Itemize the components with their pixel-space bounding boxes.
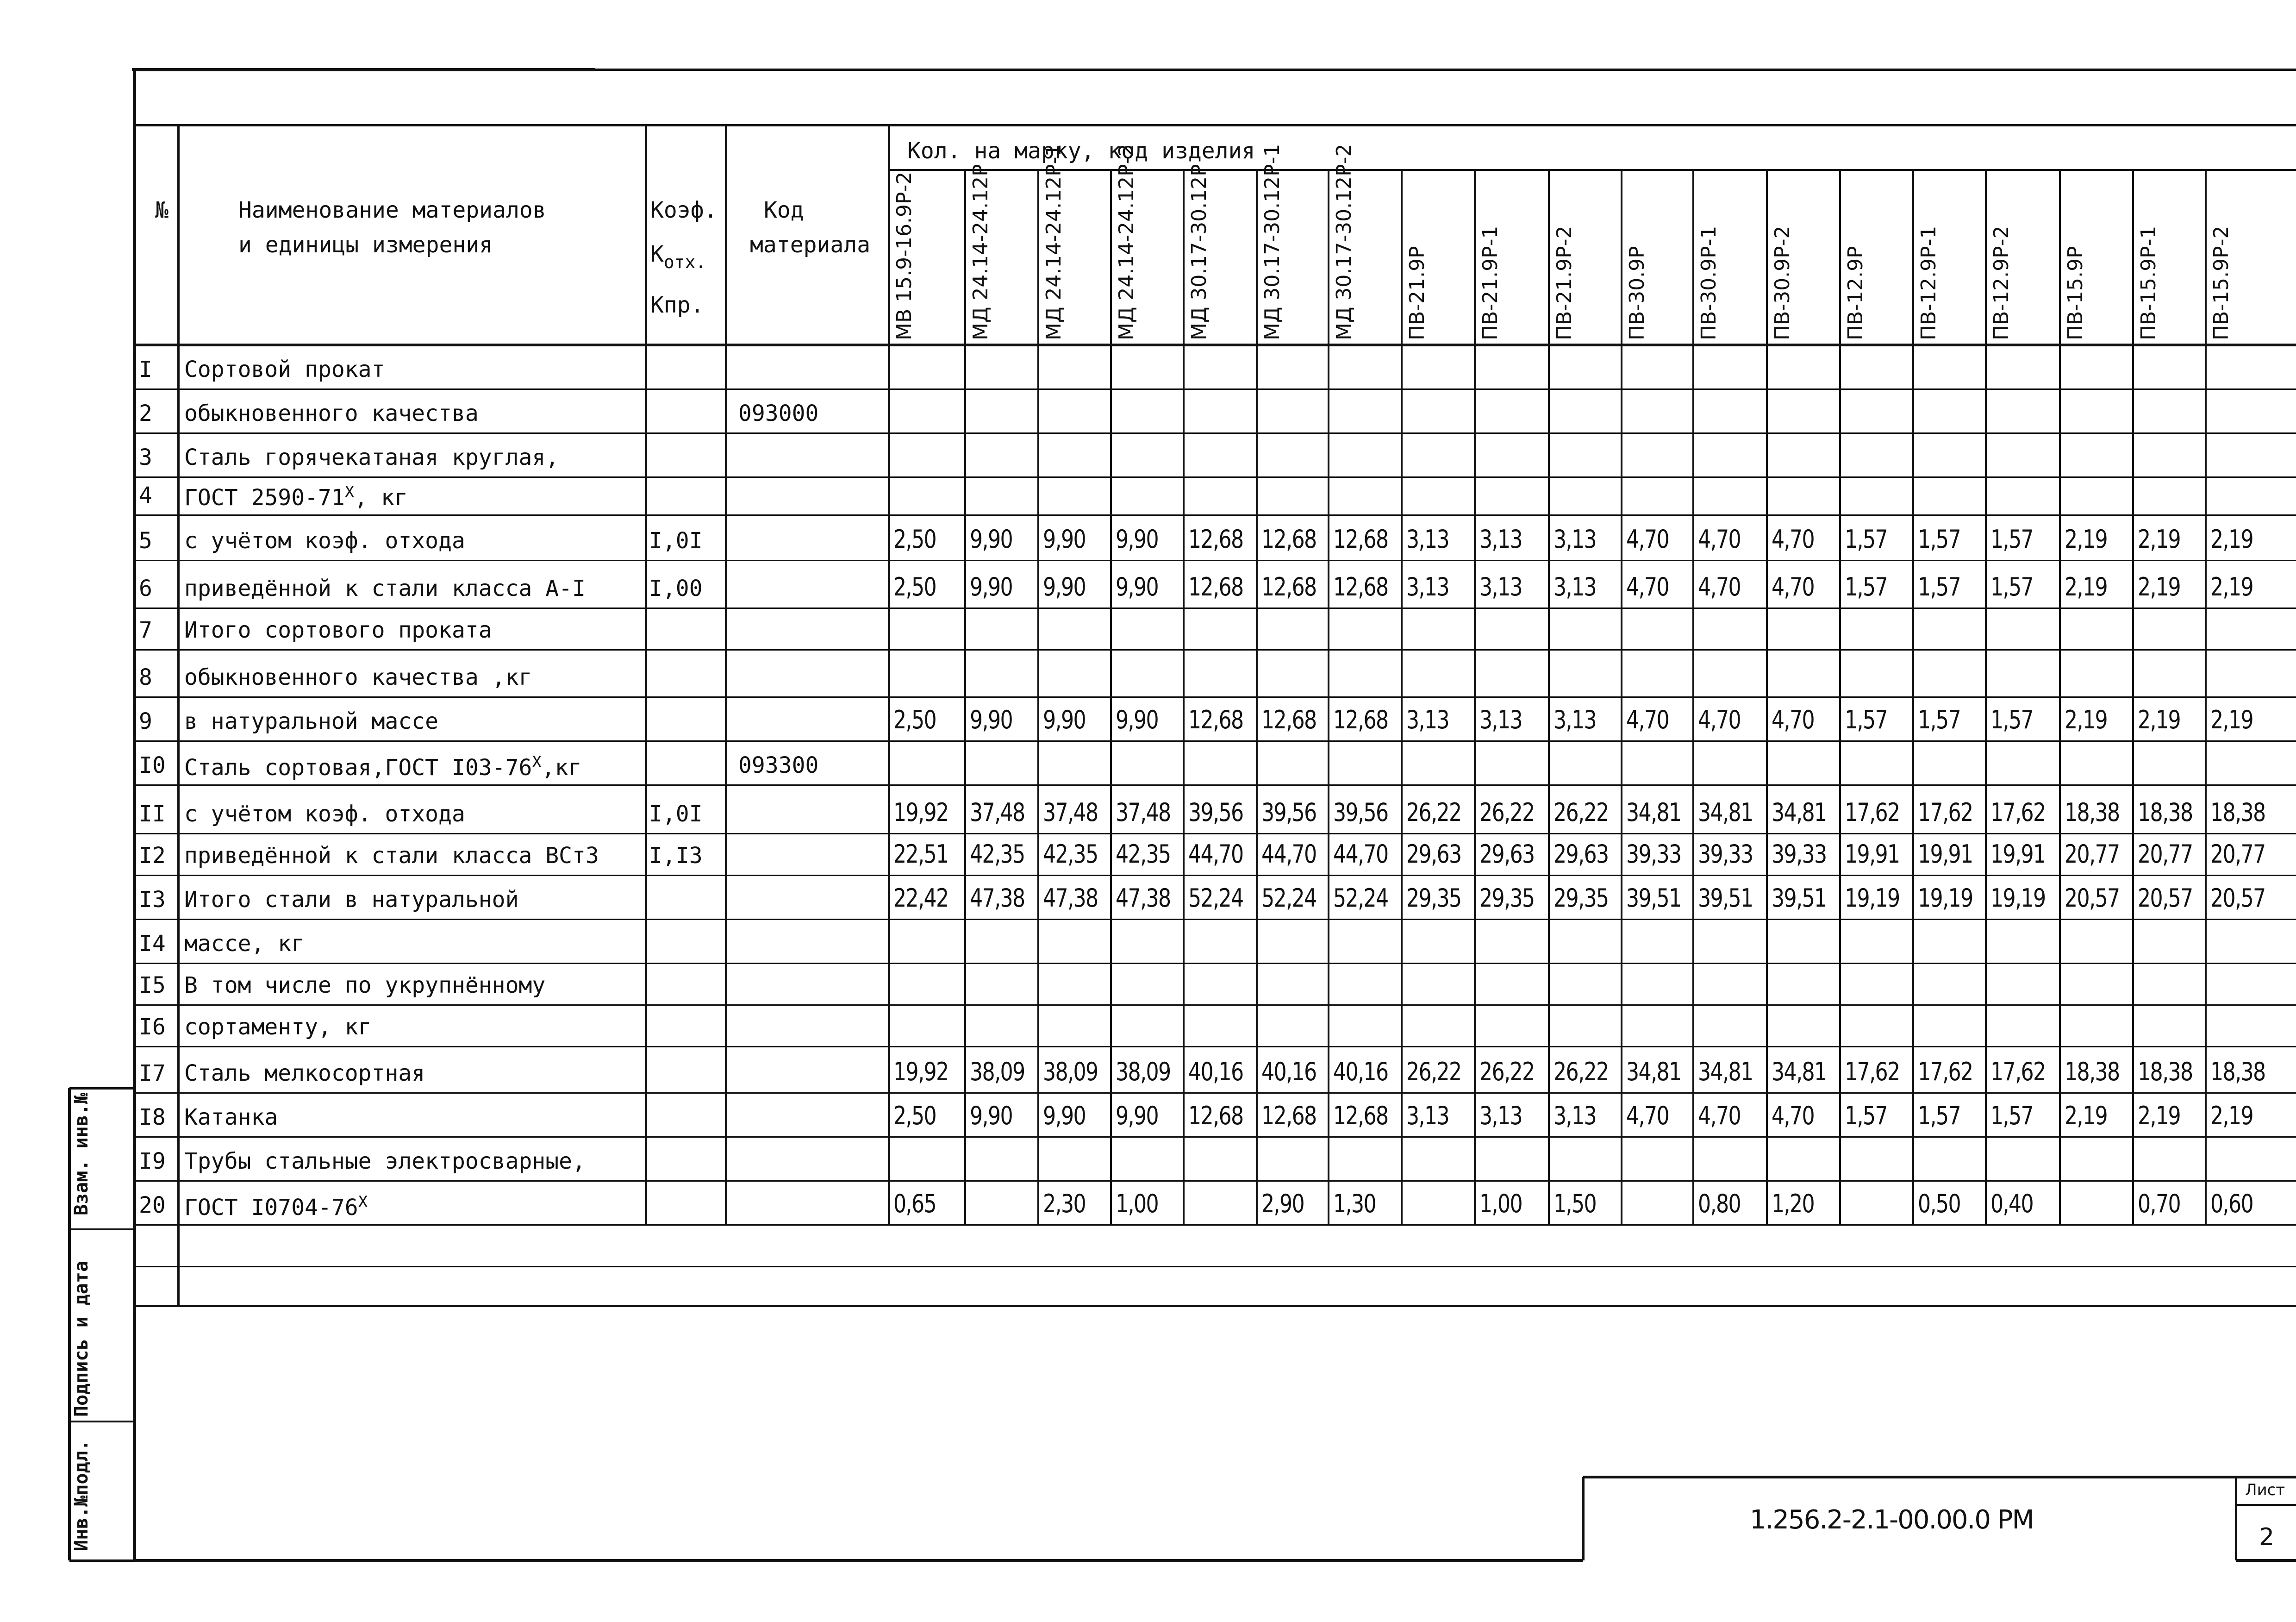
row-code: 093000 [738, 401, 819, 426]
value-cell: 2,50 [893, 572, 936, 601]
value-cell: 22,51 [893, 839, 948, 869]
grid-line [133, 69, 136, 1560]
value-cell: 37,48 [970, 798, 1025, 827]
value-cell: 34,81 [1698, 1057, 1753, 1086]
value-cell: 29,63 [1406, 839, 1461, 869]
value-cell: 1,57 [1845, 705, 1888, 734]
value-cell: 1,57 [1990, 1101, 2034, 1130]
row-code: 093300 [738, 752, 819, 778]
value-cell: 29,35 [1554, 883, 1609, 913]
value-cell: 9,90 [1043, 572, 1086, 601]
value-cell: 0,40 [1990, 1189, 2034, 1218]
row-name: обыкновенного качества [184, 401, 479, 426]
value-cell: 1,57 [1918, 525, 1961, 554]
grid-line [134, 649, 2296, 651]
value-cell: 19,19 [1990, 883, 2046, 913]
header-code-label-1: Код [764, 197, 804, 223]
grid-line [134, 124, 2296, 126]
grid-line [134, 1305, 2296, 1307]
column-header: ПВ-21.9Р-1 [1479, 225, 1502, 340]
grid-line [134, 514, 2296, 516]
value-cell: 19,91 [1990, 839, 2046, 869]
grid-line [1582, 1477, 1585, 1560]
value-cell: 0,60 [2210, 1189, 2253, 1218]
value-cell: 19,91 [1845, 839, 1900, 869]
value-cell: 40,16 [1261, 1057, 1316, 1086]
grid-line [134, 1092, 2296, 1094]
value-cell: 9,90 [1043, 705, 1086, 734]
grid-line [2236, 1559, 2296, 1562]
row-coef: I,0I [649, 528, 703, 554]
value-cell: 29,63 [1554, 839, 1609, 869]
column-header: МД 24.14-24.12Р [969, 164, 992, 340]
grid-line [134, 963, 2296, 964]
value-cell: 26,22 [1406, 798, 1461, 827]
value-cell: 4,70 [1772, 1101, 1815, 1130]
value-cell: 4,70 [1772, 705, 1815, 734]
column-header: МД 30.17-30.12Р [1187, 164, 1211, 340]
column-header: МД 30.17-30.12Р-1 [1260, 144, 1284, 340]
row-number: I3 [139, 887, 166, 913]
row-number: I8 [139, 1104, 166, 1130]
value-cell: 9,90 [1116, 572, 1159, 601]
value-cell: 42,35 [1116, 839, 1171, 869]
column-header: МД 24.14-24.12Р-2 [1115, 144, 1138, 340]
header-code-label-2: материала [750, 232, 871, 258]
value-cell: 44,70 [1261, 839, 1316, 869]
value-cell: 12,68 [1188, 705, 1243, 734]
row-name: Сталь горячекатаная круглая, [184, 445, 559, 470]
value-cell: 2,30 [1043, 1189, 1086, 1218]
value-cell: 20,77 [2138, 839, 2193, 869]
value-cell: 1,00 [1479, 1189, 1522, 1218]
value-cell: 4,70 [1698, 705, 1741, 734]
value-cell: 34,81 [1626, 798, 1681, 827]
row-number: I [139, 357, 152, 382]
value-cell: 2,50 [893, 705, 936, 734]
row-name: В том числе по укрупнённому [184, 972, 546, 998]
value-cell: 4,70 [1698, 1101, 1741, 1130]
value-cell: 34,81 [1626, 1057, 1681, 1086]
header-group-label: Кол. на марку, код изделия [907, 138, 1255, 164]
value-cell: 1,57 [1918, 572, 1961, 601]
grid-line [134, 696, 2296, 698]
value-cell: 2,50 [893, 1101, 936, 1130]
grid-line [134, 476, 2296, 478]
value-cell: 0,80 [1698, 1189, 1741, 1218]
value-cell: 1,57 [1845, 1101, 1888, 1130]
row-name: Сталь сортовая,ГОСТ $I03-76^Х,кг$ [184, 753, 582, 781]
value-cell: 26,22 [1479, 798, 1535, 827]
row-number: I5 [139, 972, 166, 998]
value-cell: 18,38 [2210, 798, 2265, 827]
value-cell: 42,35 [1043, 839, 1098, 869]
grid-line [134, 1004, 2296, 1006]
row-coef: I,0I [649, 801, 703, 827]
row-name: с учётом коэф. отхода [184, 528, 465, 554]
value-cell: 9,90 [970, 572, 1013, 601]
value-cell: 4,70 [1626, 525, 1669, 554]
grid-line [1583, 1476, 2296, 1478]
value-cell: 3,13 [1554, 1101, 1597, 1130]
row-name: Сортовой прокат [184, 357, 385, 382]
value-cell: 26,22 [1554, 798, 1609, 827]
value-cell: 4,70 [1772, 572, 1815, 601]
grid-line [134, 875, 2296, 876]
row-name: в натуральной массе [184, 708, 439, 734]
value-cell: 20,57 [2065, 883, 2120, 913]
row-number: I7 [139, 1060, 166, 1086]
value-cell: 17,62 [1918, 1057, 1973, 1086]
column-header: ПВ-30.9Р [1625, 246, 1649, 340]
value-cell: 17,62 [1845, 798, 1900, 827]
value-cell: 9,90 [1043, 525, 1086, 554]
value-cell: 39,56 [1261, 798, 1316, 827]
grid-line [69, 1421, 134, 1422]
value-cell: 20,77 [2065, 839, 2120, 869]
grid-line [132, 68, 595, 71]
value-cell: 4,70 [1698, 572, 1741, 601]
row-number: I0 [139, 752, 166, 778]
value-cell: 42,35 [970, 839, 1025, 869]
margin-label-inv-no: Инв.№подл. [71, 1440, 92, 1551]
value-cell: 1,20 [1772, 1189, 1815, 1218]
value-cell: 19,19 [1918, 883, 1973, 913]
value-cell: 4,70 [1626, 705, 1669, 734]
grid-line [888, 125, 890, 1225]
value-cell: 0,65 [893, 1189, 936, 1218]
value-cell: 12,68 [1188, 1101, 1243, 1130]
row-name: ГОСТ $2590-71^Х$, кг [184, 483, 408, 511]
value-cell: 44,70 [1333, 839, 1388, 869]
value-cell: 29,35 [1479, 883, 1535, 913]
value-cell: 12,68 [1333, 1101, 1388, 1130]
row-name: приведённой к стали класса А-I [184, 576, 586, 601]
grid-line [134, 1136, 2296, 1138]
margin-label-signature-date: Подпись и дата [71, 1260, 92, 1417]
value-cell: 2,19 [2138, 705, 2181, 734]
value-cell: 52,24 [1261, 883, 1316, 913]
value-cell: 1,57 [1918, 705, 1961, 734]
row-name: с учётом коэф. отхода [184, 801, 465, 827]
value-cell: 17,62 [1990, 798, 2046, 827]
value-cell: 1,57 [1845, 572, 1888, 601]
column-header: ПВ-30.9Р-2 [1771, 225, 1794, 340]
value-cell: 26,22 [1406, 1057, 1461, 1086]
column-header: МД 24.14-24.12Р-1 [1042, 144, 1066, 340]
stamp-sheet-number: 2 [2259, 1523, 2275, 1551]
value-cell: 3,13 [1406, 525, 1449, 554]
column-header: ПВ-12.9Р-1 [1917, 225, 1940, 340]
value-cell: 38,09 [1116, 1057, 1171, 1086]
value-cell: 3,13 [1554, 572, 1597, 601]
value-cell: 1,57 [1990, 572, 2034, 601]
value-cell: 9,90 [1116, 705, 1159, 734]
value-cell: 2,19 [2065, 705, 2108, 734]
value-cell: 18,38 [2065, 798, 2120, 827]
grid-line [889, 169, 2296, 171]
value-cell: 39,33 [1698, 839, 1753, 869]
row-number: II [139, 801, 166, 827]
value-cell: 2,19 [2210, 572, 2253, 601]
value-cell: 2,50 [893, 525, 936, 554]
row-number: 8 [139, 664, 152, 690]
row-name: приведённой к стали класса ВСт3 [184, 843, 599, 869]
value-cell: 34,81 [1772, 798, 1827, 827]
value-cell: 12,68 [1333, 525, 1388, 554]
margin-label-replacement-inv: Взам. инв.№ [71, 1093, 92, 1215]
value-cell: 19,92 [893, 798, 948, 827]
value-cell: 20,57 [2210, 883, 2265, 913]
value-cell: 9,90 [970, 705, 1013, 734]
value-cell: 3,13 [1479, 1101, 1522, 1130]
value-cell: 26,22 [1479, 1057, 1535, 1086]
grid-line [134, 1266, 2296, 1267]
value-cell: 18,38 [2138, 1057, 2193, 1086]
grid-line [134, 607, 2296, 609]
value-cell: 1,57 [1990, 525, 2034, 554]
column-header: ПВ-15.9Р-2 [2209, 225, 2233, 340]
value-cell: 18,38 [2138, 798, 2193, 827]
value-cell: 12,68 [1261, 572, 1316, 601]
row-number: I9 [139, 1148, 166, 1174]
value-cell: 3,13 [1406, 572, 1449, 601]
grid-line [134, 560, 2296, 561]
value-cell: 12,68 [1261, 705, 1316, 734]
value-cell: 39,33 [1772, 839, 1827, 869]
row-number: 6 [139, 576, 152, 601]
grid-line [134, 1046, 2296, 1047]
value-cell: 9,90 [1116, 525, 1159, 554]
value-cell: 2,19 [2065, 572, 2108, 601]
value-cell: 3,13 [1479, 525, 1522, 554]
value-cell: 1,50 [1554, 1189, 1597, 1218]
value-cell: 38,09 [1043, 1057, 1098, 1086]
row-number: 3 [139, 445, 152, 470]
value-cell: 12,68 [1188, 525, 1243, 554]
row-number: 5 [139, 528, 152, 554]
grid-line [645, 125, 647, 1225]
value-cell: 4,70 [1698, 525, 1741, 554]
row-name: обыкновенного качества ,кг [184, 664, 532, 690]
value-cell: 4,70 [1772, 525, 1815, 554]
row-name: Трубы стальные электросварные, [184, 1148, 586, 1174]
value-cell: 12,68 [1261, 1101, 1316, 1130]
value-cell: 12,68 [1333, 572, 1388, 601]
value-cell: 39,51 [1772, 883, 1827, 913]
value-cell: 1,57 [1990, 705, 2034, 734]
value-cell: 12,68 [1261, 525, 1316, 554]
header-coef-label-1: Коэф. [650, 197, 718, 223]
value-cell: 20,57 [2138, 883, 2193, 913]
value-cell: 47,38 [970, 883, 1025, 913]
value-cell: 3,13 [1406, 705, 1449, 734]
grid-line [134, 740, 2296, 742]
grid-line [134, 784, 2296, 786]
value-cell: 2,90 [1261, 1189, 1304, 1218]
grid-line [134, 388, 2296, 390]
row-number: 7 [139, 617, 152, 643]
value-cell: 4,70 [1626, 1101, 1669, 1130]
column-header: ПВ-15.9Р [2064, 246, 2087, 340]
grid-line [69, 1559, 134, 1562]
row-number: 20 [139, 1192, 166, 1218]
value-cell: 9,90 [1043, 1101, 1086, 1130]
grid-line [725, 125, 727, 1225]
value-cell: 17,62 [1845, 1057, 1900, 1086]
value-cell: 2,19 [2065, 525, 2108, 554]
value-cell: 2,19 [2065, 1101, 2108, 1130]
row-number: I6 [139, 1014, 166, 1040]
value-cell: 47,38 [1043, 883, 1098, 913]
value-cell: 39,56 [1188, 798, 1243, 827]
grid-line [2236, 1504, 2296, 1506]
value-cell: 52,24 [1188, 883, 1243, 913]
grid-line [134, 833, 2296, 834]
header-coef-label-3: Кпр. [650, 292, 704, 318]
value-cell: 4,70 [1626, 572, 1669, 601]
row-coef: I,00 [649, 576, 703, 601]
column-header: ПВ-21.9Р-2 [1553, 225, 1576, 340]
value-cell: 39,51 [1626, 883, 1681, 913]
column-header: ПВ-21.9Р [1405, 246, 1429, 340]
value-cell: 2,19 [2138, 572, 2181, 601]
grid-line [134, 1224, 2296, 1226]
grid-line [177, 125, 180, 1306]
value-cell: 40,16 [1188, 1057, 1243, 1086]
row-name: ГОСТ $I0704-76^Х$ [184, 1193, 368, 1221]
value-cell: 18,38 [2210, 1057, 2265, 1086]
header-no-label: № [155, 197, 168, 223]
value-cell: 9,90 [1116, 1101, 1159, 1130]
value-cell: 12,68 [1333, 705, 1388, 734]
column-header: МД 30.17-30.12Р-2 [1332, 144, 1356, 340]
value-cell: 2,19 [2138, 525, 2181, 554]
row-name: Катанка [184, 1104, 278, 1130]
value-cell: 29,63 [1479, 839, 1535, 869]
value-cell: 37,48 [1116, 798, 1171, 827]
grid-line [134, 1559, 1583, 1562]
value-cell: 19,91 [1918, 839, 1973, 869]
value-cell: 2,19 [2138, 1101, 2181, 1130]
header-name-label-2: и единицы измерения [238, 232, 493, 258]
value-cell: 0,70 [2138, 1189, 2181, 1218]
header-coef-label-2: $К_{отх.}$ [650, 241, 706, 272]
row-name: Сталь мелкосортная [184, 1060, 425, 1086]
row-number: 2 [139, 401, 152, 426]
grid-line [590, 69, 2296, 71]
value-cell: 29,35 [1406, 883, 1461, 913]
value-cell: 34,81 [1772, 1057, 1827, 1086]
stamp-designation: 1.256.2-2.1-00.00.0 РМ [1750, 1505, 2034, 1535]
grid-line [69, 1228, 134, 1230]
row-name: массе, кг [184, 931, 305, 957]
grid-line [134, 432, 2296, 434]
row-coef: I,I3 [649, 843, 703, 869]
value-cell: 40,16 [1333, 1057, 1388, 1086]
value-cell: 18,38 [2065, 1057, 2120, 1086]
row-name: сортаменту, кг [184, 1014, 372, 1040]
value-cell: 1,00 [1116, 1189, 1159, 1218]
value-cell: 3,13 [1479, 572, 1522, 601]
value-cell: 17,62 [1990, 1057, 2046, 1086]
value-cell: 39,51 [1698, 883, 1753, 913]
row-number: 9 [139, 708, 152, 734]
value-cell: 37,48 [1043, 798, 1098, 827]
value-cell: 44,70 [1188, 839, 1243, 869]
value-cell: 1,57 [1918, 1101, 1961, 1130]
row-number: 4 [139, 482, 152, 508]
value-cell: 3,13 [1554, 525, 1597, 554]
value-cell: 17,62 [1918, 798, 1973, 827]
grid-line [2235, 1477, 2237, 1560]
value-cell: 52,24 [1333, 883, 1388, 913]
value-cell: 1,30 [1333, 1189, 1376, 1218]
column-header: ПВ-12.9Р [1844, 246, 1867, 340]
value-cell: 47,38 [1116, 883, 1171, 913]
grid-line [134, 344, 2296, 346]
value-cell: 12,68 [1188, 572, 1243, 601]
value-cell: 9,90 [970, 1101, 1013, 1130]
value-cell: 20,77 [2210, 839, 2265, 869]
column-header: МВ 15.9-16.9Р-2 [892, 171, 916, 340]
row-number: I4 [139, 931, 166, 957]
value-cell: 34,81 [1698, 798, 1753, 827]
grid-line [134, 919, 2296, 920]
value-cell: 39,56 [1333, 798, 1388, 827]
header-name-label-1: Наименование материалов [238, 197, 546, 223]
value-cell: 9,90 [970, 525, 1013, 554]
value-cell: 39,33 [1626, 839, 1681, 869]
grid-line [69, 1087, 134, 1090]
value-cell: 19,19 [1845, 883, 1900, 913]
value-cell: 1,57 [1845, 525, 1888, 554]
value-cell: 3,13 [1554, 705, 1597, 734]
column-header: ПВ-12.9Р-2 [1990, 225, 2013, 340]
value-cell: 2,19 [2210, 705, 2253, 734]
value-cell: 2,19 [2210, 1101, 2253, 1130]
row-number: I2 [139, 843, 166, 869]
value-cell: 38,09 [970, 1057, 1025, 1086]
value-cell: 22,42 [893, 883, 948, 913]
row-name: Итого сортового проката [184, 617, 492, 643]
value-cell: 19,92 [893, 1057, 948, 1086]
column-header: ПВ-15.9Р-1 [2137, 225, 2160, 340]
grid-line [134, 1180, 2296, 1182]
value-cell: 2,19 [2210, 525, 2253, 554]
value-cell: 0,50 [1918, 1189, 1961, 1218]
value-cell: 3,13 [1479, 705, 1522, 734]
value-cell: 26,22 [1554, 1057, 1609, 1086]
column-header: ПВ-30.9Р-1 [1697, 225, 1721, 340]
value-cell: 3,13 [1406, 1101, 1449, 1130]
stamp-sheet-label: Лист [2245, 1481, 2285, 1499]
row-name: Итого стали в натуральной [184, 887, 519, 913]
